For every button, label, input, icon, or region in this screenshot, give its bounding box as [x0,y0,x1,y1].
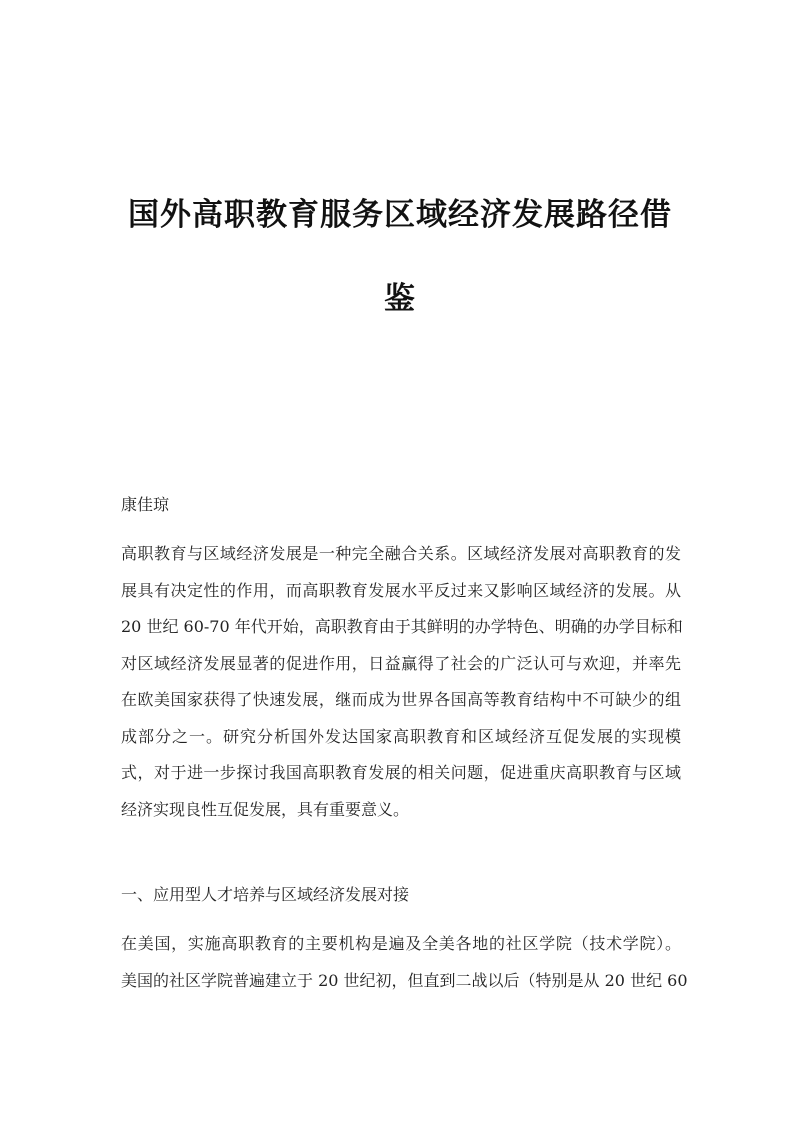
paragraph-line: 在欧美国家获得了快速发展，继而成为世界各国高等教育结构中不可缺少的组 [121,690,681,709]
paragraph-line: 高职教育与区域经济发展是一种完全融合关系。区域经济发展对高职教育的发 [121,544,681,563]
paragraph-line: 式，对于进一步探讨我国高职教育发展的相关问题，促进重庆高职教育与区域 [121,763,681,782]
section-heading-text: 一、应用型人才培养与区域经济发展对接 [121,885,410,904]
paragraph-us-community-colleges [121,926,688,999]
paragraph-line: 成部分之一。研究分析国外发达国家高职教育和区域经济互促发展的实现模 [121,726,681,746]
paragraph-line: 展具有决定性的作用，而高职教育发展水平反过来又影响区域经济的发展。从 [121,580,681,600]
paragraph-line: 对区域经济发展显著的促进作用，日益赢得了社会的广泛认可与欢迎，并率先 [121,653,681,673]
paragraph-intro [121,536,681,828]
paragraph-line: 在美国，实施高职教育的主要机构是遍及全美各地的社区学院（技术学院）。 [121,934,681,953]
section-heading [121,877,681,914]
paragraph-line: 美国的社区学院普遍建立于 20 世纪初，但直到二战以后（特别是从 20 世纪 60 [121,970,688,990]
paragraph-line: 20 世纪 60-70 年代开始，高职教育由于其鲜明的办学特色、明确的办学目标和 [121,617,683,636]
author-name: 康佳琼 [121,495,170,514]
paragraph-line: 经济实现良性互促发展，具有重要意义。 [121,799,410,819]
document-title-line-2: 鉴 [384,281,416,317]
document-title-line-1: 国外高职教育服务区域经济发展路径借 [128,197,672,233]
